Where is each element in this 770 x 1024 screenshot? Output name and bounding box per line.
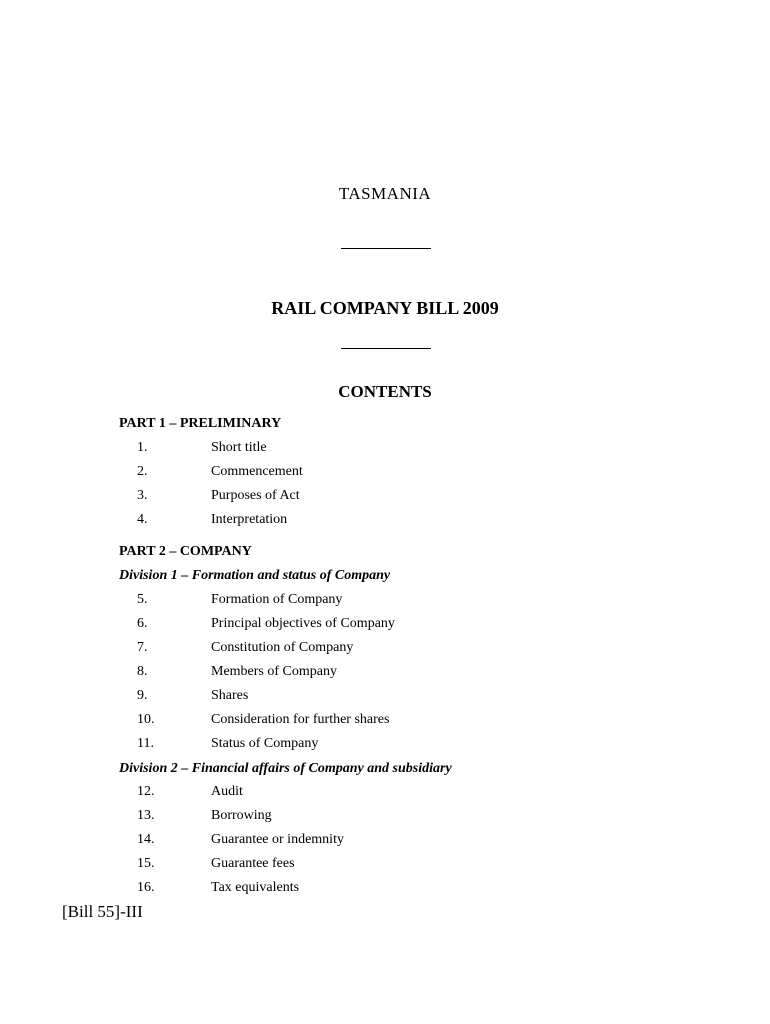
section-title: Purposes of Act bbox=[211, 488, 300, 503]
section-number: 6. bbox=[137, 616, 148, 631]
toc-entry[interactable] bbox=[0, 832, 770, 852]
separator-rule bbox=[341, 348, 431, 349]
section-number: 3. bbox=[137, 488, 148, 503]
separator-rule bbox=[341, 248, 431, 249]
contents-heading: CONTENTS bbox=[338, 382, 432, 401]
section-title: Shares bbox=[211, 688, 249, 703]
section-number: 8. bbox=[137, 664, 148, 679]
section-number: 9. bbox=[137, 688, 148, 703]
section-number: 2. bbox=[137, 464, 148, 479]
bill-title: RAIL COMPANY BILL 2009 bbox=[271, 298, 499, 318]
toc-entry[interactable] bbox=[0, 488, 770, 508]
section-number: 15. bbox=[137, 856, 155, 871]
bill-reference: [Bill 55]-III bbox=[62, 902, 143, 921]
section-number: 4. bbox=[137, 512, 148, 527]
toc-entry[interactable] bbox=[0, 808, 770, 828]
toc-entry[interactable] bbox=[0, 784, 770, 804]
section-number: 14. bbox=[137, 832, 155, 847]
section-title: Tax equivalents bbox=[211, 880, 300, 895]
section-title: Guarantee fees bbox=[211, 856, 295, 871]
section-title: Short title bbox=[211, 440, 267, 455]
part-2-heading: PART 2 – COMPANY bbox=[119, 544, 252, 559]
toc-entry[interactable] bbox=[0, 464, 770, 484]
section-number: 1. bbox=[137, 440, 148, 455]
toc-entry[interactable] bbox=[0, 440, 770, 460]
section-number: 11. bbox=[137, 736, 154, 751]
toc-entry[interactable] bbox=[0, 736, 770, 756]
section-title: Audit bbox=[211, 784, 243, 799]
toc-entry[interactable] bbox=[0, 592, 770, 612]
toc-entry[interactable] bbox=[0, 712, 770, 732]
toc-entry[interactable] bbox=[0, 616, 770, 636]
toc-entry[interactable] bbox=[0, 880, 770, 900]
section-number: 10. bbox=[137, 712, 155, 727]
section-title: Interpretation bbox=[211, 512, 288, 527]
toc-entry[interactable] bbox=[0, 664, 770, 684]
part-1-heading: PART 1 – PRELIMINARY bbox=[119, 416, 282, 431]
section-title: Members of Company bbox=[211, 664, 337, 679]
section-title: Status of Company bbox=[211, 736, 319, 751]
section-title: Constitution of Company bbox=[211, 640, 354, 655]
toc-entry[interactable] bbox=[0, 640, 770, 660]
section-title: Formation of Company bbox=[211, 592, 343, 607]
section-title: Guarantee or indemnity bbox=[211, 832, 344, 847]
division-2-heading: Division 2 – Financial affairs of Company and subsidiary bbox=[119, 761, 452, 776]
section-title: Consideration for further shares bbox=[211, 712, 390, 727]
toc-entry[interactable] bbox=[0, 856, 770, 876]
toc-entry[interactable] bbox=[0, 688, 770, 708]
section-title: Commencement bbox=[211, 464, 303, 479]
section-number: 13. bbox=[137, 808, 155, 823]
jurisdiction-heading: TASMANIA bbox=[338, 184, 432, 203]
section-number: 16. bbox=[137, 880, 155, 895]
toc-entry[interactable] bbox=[0, 512, 770, 532]
section-title: Principal objectives of Company bbox=[211, 616, 395, 631]
division-1-heading: Division 1 – Formation and status of Company bbox=[119, 568, 391, 583]
section-number: 12. bbox=[137, 784, 155, 799]
section-title: Borrowing bbox=[211, 808, 272, 823]
section-number: 5. bbox=[137, 592, 148, 607]
section-number: 7. bbox=[137, 640, 148, 655]
